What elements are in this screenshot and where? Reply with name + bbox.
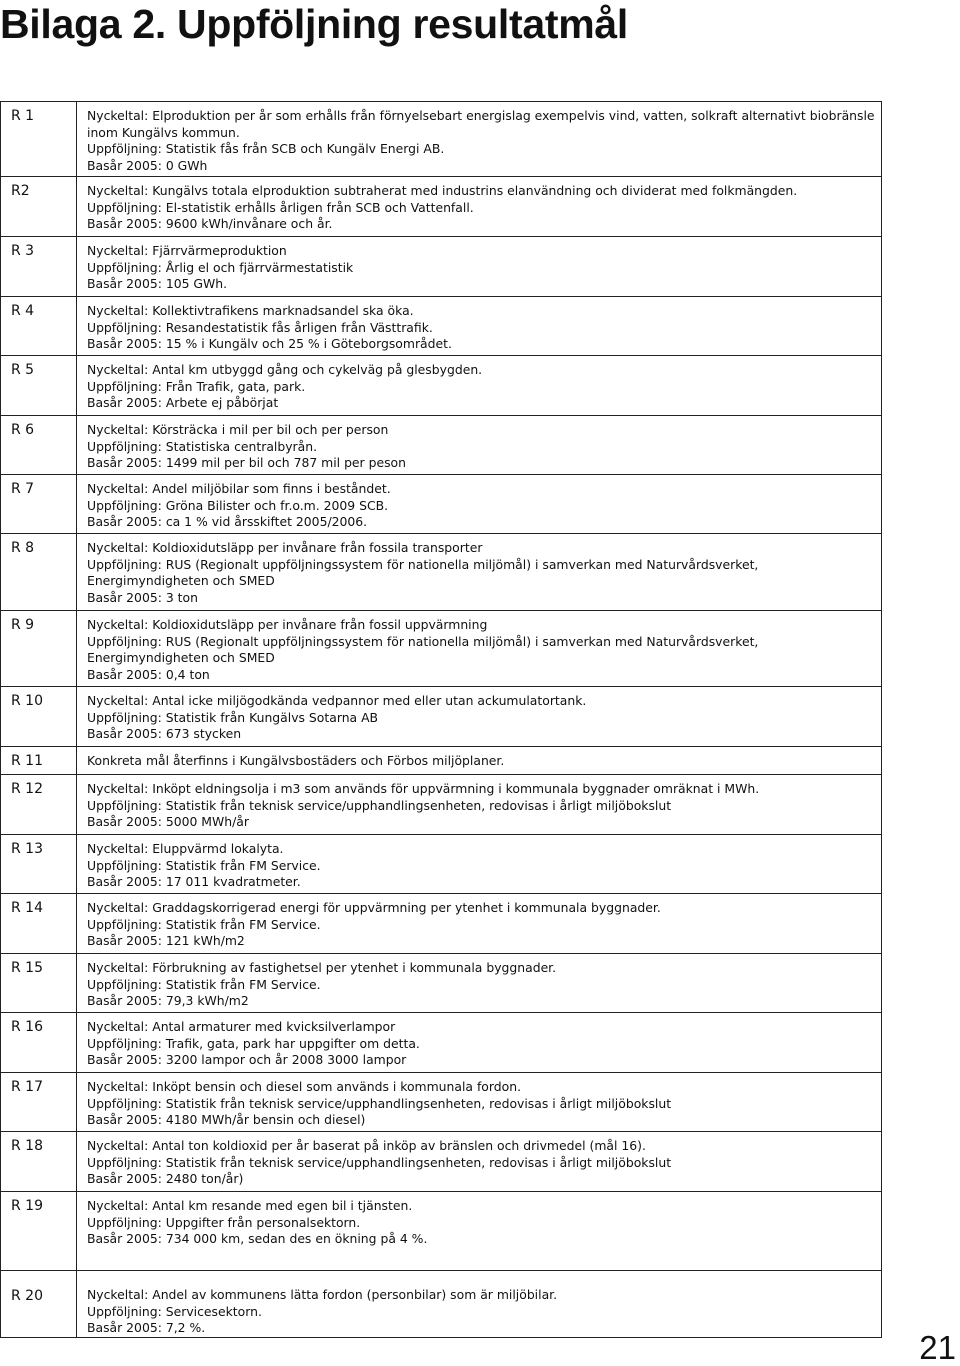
- description-line: Nyckeltal: Inköpt eldningsolja i m3 som används för uppvärmning i kommunala byggnader omräknat i MWh.: [87, 781, 760, 796]
- goal-code: R 5: [1, 356, 77, 416]
- goal-description: [77, 687, 882, 747]
- goal-description: [77, 356, 882, 416]
- description-line: Basår 2005: Arbete ej påbörjat: [87, 395, 279, 410]
- description-line: Nyckeltal: Graddagskorrigerad energi för uppvärmning per ytenhet i kommunala byggnader.: [87, 900, 661, 915]
- description-line: Nyckeltal: Antal km utbyggd gång och cykelväg på glesbygden.: [87, 362, 483, 377]
- description-line: Basår 2005: 673 stycken: [87, 726, 242, 741]
- description-line: Basår 2005: 2480 ton/år): [87, 1171, 244, 1186]
- description-line: Basår 2005: 1499 mil per bil och 787 mil per peson: [87, 455, 406, 470]
- description-line: Basår 2005: ca 1 % vid årsskiftet 2005/2006.: [87, 514, 368, 529]
- description-line: Uppföljning: Uppgifter från personalsektorn.: [87, 1214, 361, 1230]
- description-line: Uppföljning: Statistik fås från SCB och Kungälv Energi AB.: [87, 141, 445, 156]
- table-row: [1, 475, 882, 534]
- goal-description: [77, 1132, 882, 1192]
- table-row: [1, 1073, 882, 1132]
- description-line: Basår 2005: 3 ton: [87, 589, 198, 605]
- description-line: Energimyndigheten och SMED: [87, 650, 275, 665]
- description-line: Nyckeltal: Körsträcka i mil per bil och per person: [87, 422, 389, 437]
- table-row: [1, 177, 882, 237]
- goal-code: R 20: [1, 1271, 77, 1338]
- goal-description: [77, 102, 882, 177]
- goal-code: R 15: [1, 954, 77, 1013]
- table-row: [1, 1132, 882, 1192]
- description-line: Basår 2005: 5000 MWh/år: [87, 814, 249, 829]
- description-line: inom Kungälvs kommun.: [87, 124, 240, 140]
- description-line: Basår 2005: 0 GWh: [87, 157, 208, 173]
- page-title: Bilaga 2. Uppföljning resultatmål: [0, 1, 628, 47]
- description-line: Uppföljning: Från Trafik, gata, park.: [87, 378, 306, 394]
- table-row: [1, 356, 882, 416]
- goal-description: [77, 1192, 882, 1271]
- description-line: Energimyndigheten och SMED: [87, 573, 275, 588]
- description-line: Nyckeltal: Fjärrvärmeproduktion: [87, 243, 287, 258]
- description-line: Uppföljning: Statistik från teknisk service/upphandlingsenheten, redovisas i årligt miljöbokslut: [87, 797, 672, 813]
- table-row: [1, 687, 882, 747]
- goal-description: [77, 894, 882, 954]
- description-line: Konkreta mål återfinns i Kungälvsbostäders och Förbos miljöplaner.: [87, 753, 505, 768]
- table-row: [1, 775, 882, 835]
- description-line: Uppföljning: Statistik från teknisk service/upphandlingsenheten, redovisas i årligt miljöbokslut: [87, 1095, 672, 1111]
- description-line: Uppföljning: Gröna Bilister och fr.o.m. 2009 SCB.: [87, 497, 389, 513]
- results-table: [0, 101, 882, 1338]
- goal-code: R 17: [1, 1073, 77, 1132]
- description-line: Basår 2005: 79,3 kWh/m2: [87, 993, 249, 1008]
- description-line: Basår 2005: 105 GWh.: [87, 276, 228, 291]
- goal-description: [77, 297, 882, 356]
- description-line: Nyckeltal: Eluppvärmd lokalyta.: [87, 841, 284, 856]
- description-line: Uppföljning: Statistik från FM Service.: [87, 976, 321, 992]
- table-row: [1, 747, 882, 775]
- goal-description: [77, 1013, 882, 1073]
- description-line: Nyckeltal: Andel av kommunens lätta fordon (personbilar) som är miljöbilar.: [87, 1287, 558, 1302]
- description-line: Basår 2005: 4180 MWh/år bensin och diesel): [87, 1112, 366, 1127]
- description-line: Nyckeltal: Antal icke miljögodkända vedpannor med eller utan ackumulatortank.: [87, 693, 587, 708]
- table-row: [1, 835, 882, 894]
- description-line: Basår 2005: 0,4 ton: [87, 666, 210, 682]
- description-line: Basår 2005: 9600 kWh/invånare och år.: [87, 216, 333, 231]
- description-line: Nyckeltal: Koldioxidutsläpp per invånare från fossila transporter: [87, 540, 483, 555]
- goal-description: [77, 177, 882, 237]
- goal-code: R 4: [1, 297, 77, 356]
- description-line: Basår 2005: 15 % i Kungälv och 25 % i Göteborgsområdet.: [87, 336, 452, 351]
- goal-code: R 10: [1, 687, 77, 747]
- goal-code: R 13: [1, 835, 77, 894]
- description-line: Nyckeltal: Andel miljöbilar som finns i beståndet.: [87, 481, 391, 496]
- goal-description: [77, 534, 882, 611]
- description-line: Nyckeltal: Kungälvs totala elproduktion subtraherat med industrins elanvändning och dividerat med folkmängden.: [87, 183, 798, 198]
- description-line: Nyckeltal: Antal km resande med egen bil i tjänsten.: [87, 1198, 413, 1213]
- table-row: [1, 894, 882, 954]
- goal-description: [77, 835, 882, 894]
- goal-description: [77, 775, 882, 835]
- table-row: [1, 1013, 882, 1073]
- goal-description: [77, 954, 882, 1013]
- description-line: Basår 2005: 121 kWh/m2: [87, 933, 245, 948]
- description-line: Basår 2005: 7,2 %.: [87, 1320, 206, 1335]
- description-line: Uppföljning: Statistik från FM Service.: [87, 916, 321, 932]
- goal-description: [77, 237, 882, 297]
- description-line: Uppföljning: RUS (Regionalt uppföljningssystem för nationella miljömål) i samverkan med Naturvårdsverket,: [87, 556, 759, 572]
- description-line: Nyckeltal: Antal ton koldioxid per år baserat på inköp av bränslen och drivmedel (mål 16).: [87, 1138, 646, 1153]
- description-line: Uppföljning: Statistiska centralbyrån.: [87, 438, 318, 454]
- description-line: Uppföljning: RUS (Regionalt uppföljningssystem för nationella miljömål) i samverkan med Naturvårdsverket,: [87, 633, 759, 649]
- goal-description: [77, 747, 882, 775]
- results-table-body: [1, 102, 882, 1338]
- table-row: [1, 1271, 882, 1338]
- goal-code: R 16: [1, 1013, 77, 1073]
- description-line: Uppföljning: Statistik från FM Service.: [87, 857, 321, 873]
- goal-description: [77, 1271, 882, 1338]
- goal-description: [77, 416, 882, 475]
- goal-description: [77, 475, 882, 534]
- goal-code: R 9: [1, 611, 77, 687]
- description-line: Uppföljning: Statistik från teknisk service/upphandlingsenheten, redovisas i årligt miljöbokslut: [87, 1154, 672, 1170]
- goal-code: R 8: [1, 534, 77, 611]
- table-row: [1, 954, 882, 1013]
- table-row: [1, 102, 882, 177]
- description-line: Uppföljning: El-statistik erhålls årligen från SCB och Vattenfall.: [87, 199, 474, 215]
- table-row: [1, 237, 882, 297]
- goal-code: R 12: [1, 775, 77, 835]
- description-line: Uppföljning: Servicesektorn.: [87, 1303, 262, 1319]
- goal-code: R 7: [1, 475, 77, 534]
- goal-code: R 1: [1, 102, 77, 177]
- goal-code: R 18: [1, 1132, 77, 1192]
- table-row: [1, 534, 882, 611]
- goal-code: R 19: [1, 1192, 77, 1271]
- goal-description: [77, 1073, 882, 1132]
- description-line: Uppföljning: Statistik från Kungälvs Sotarna AB: [87, 709, 379, 725]
- page-number: 21: [919, 1329, 956, 1366]
- table-row: [1, 297, 882, 356]
- description-line: Nyckeltal: Kollektivtrafikens marknadsandel ska öka.: [87, 303, 414, 318]
- description-line: Uppföljning: Trafik, gata, park har uppgifter om detta.: [87, 1035, 420, 1051]
- description-line: Nyckeltal: Koldioxidutsläpp per invånare från fossil uppvärmning: [87, 617, 488, 632]
- goal-code: R 3: [1, 237, 77, 297]
- description-line: Nyckeltal: Inköpt bensin och diesel som används i kommunala fordon.: [87, 1079, 522, 1094]
- description-line: Basår 2005: 734 000 km, sedan des en ökning på 4 %.: [87, 1231, 428, 1246]
- description-line: Uppföljning: Årlig el och fjärrvärmestatistik: [87, 259, 354, 275]
- goal-description: [77, 611, 882, 687]
- goal-code: R 14: [1, 894, 77, 954]
- table-row: [1, 1192, 882, 1271]
- goal-code: R2: [1, 177, 77, 237]
- table-row: [1, 611, 882, 687]
- description-line: Nyckeltal: Förbrukning av fastighetsel per ytenhet i kommunala byggnader.: [87, 960, 557, 975]
- description-line: Nyckeltal: Elproduktion per år som erhålls från förnyelsebart energislag exempelvis vind, vatten, solkraft alternativt biobränsle: [87, 108, 875, 123]
- description-line: Nyckeltal: Antal armaturer med kvicksilverlampor: [87, 1019, 396, 1034]
- goal-code: R 6: [1, 416, 77, 475]
- goal-code: R 11: [1, 747, 77, 775]
- description-line: Uppföljning: Resandestatistik fås årligen från Västtrafik.: [87, 319, 433, 335]
- table-row: [1, 416, 882, 475]
- description-line: Basår 2005: 17 011 kvadratmeter.: [87, 874, 301, 889]
- description-line: Basår 2005: 3200 lampor och år 2008 3000 lampor: [87, 1052, 407, 1067]
